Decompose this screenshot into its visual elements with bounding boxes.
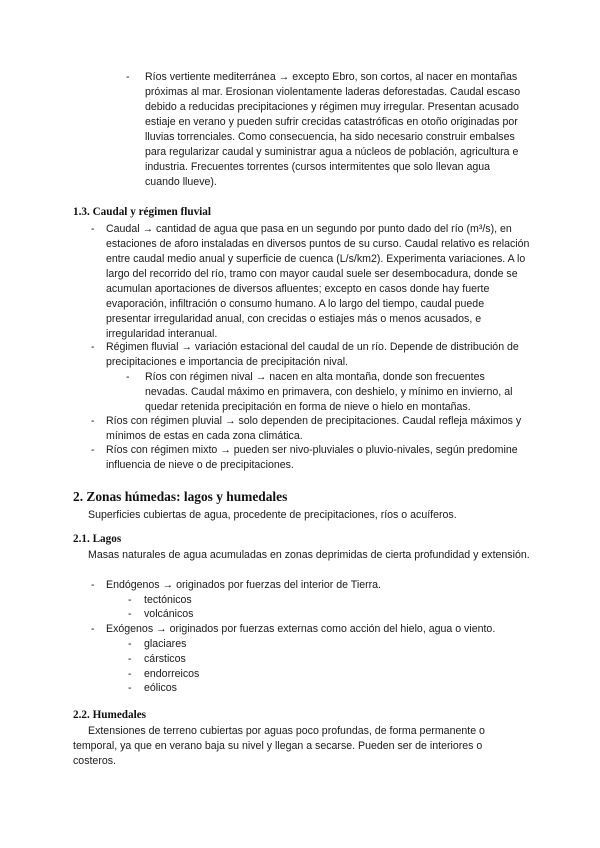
list-bullet: - xyxy=(91,623,95,635)
list-bullet: - xyxy=(128,668,132,680)
list-item-text: Ríos con régimen mixto → pueden ser nivo-pluviales o pluvio-nivales, según predomine influencia de nieve o de precipitaciones. xyxy=(106,444,518,471)
sub-list-item-text: volcánicos xyxy=(144,608,194,620)
list-bullet: - xyxy=(128,653,132,665)
list-item-text: Ríos vertiente mediterránea → excepto Ebro, son cortos, al nacer en montañas próximas al mar. Erosionan violentamente laderas deforestadas. Caudal escaso debido a reducidas precipitaciones y régimen muy irregular. Presentan acusado estiaje en verano y pueden sufrir crecidas catastróficas en otoño originadas por lluvias torrenciales. Como consecuencia, ha sido necesario construir embalses para regularizar caudal y suministrar agua a núcleos de población, agricultura e industria. Frecuentes torrentes (cursos intermitentes que solo llevan agua cuando llueve). xyxy=(145,71,521,188)
list-item-text: Endógenos → originados por fuerzas del interior de Tierra. xyxy=(106,579,382,591)
list-bullet: - xyxy=(91,341,95,353)
section-heading-2-2: 2.2. Humedales xyxy=(73,709,147,721)
section-2-2-text: Extensiones de terreno cubiertas por aguas poco profundas, de forma permanente o temporal, ya que en verano baja su nivel y llegan a secarse. Pueden ser de interiores o costeros. xyxy=(73,725,485,767)
list-item-text: Exógenos → originados por fuerzas externas como acción del hielo, agua o viento. xyxy=(106,623,496,635)
sub-list-item-text: eólicos xyxy=(144,682,177,694)
list-bullet: - xyxy=(91,579,95,591)
list-item-text: Ríos con régimen nival → nacen en alta montaña, donde son frecuentes nevadas. Caudal máximo en primavera, con deshielo, y mínimo en invierno, al quedar retenida precipitación en forma de nieve o hielo en montañas. xyxy=(145,371,513,413)
section-heading-2-1: 2.1. Lagos xyxy=(73,533,122,545)
sub-list-item-text: tectónicos xyxy=(144,594,192,606)
list-bullet: - xyxy=(126,371,130,383)
sub-list-item-text: endorreicos xyxy=(144,668,200,680)
list-bullet: - xyxy=(91,444,95,456)
section-2-intro: Superficies cubiertas de agua, procedente de precipitaciones, ríos o acuíferos. xyxy=(88,509,457,521)
list-bullet: - xyxy=(128,594,132,606)
list-bullet: - xyxy=(91,223,95,235)
section-2-1-intro: Masas naturales de agua acumuladas en zonas deprimidas de cierta profundidad y extensión. xyxy=(88,549,530,561)
sub-list-item-text: cársticos xyxy=(144,653,186,665)
list-bullet: - xyxy=(128,682,132,694)
list-bullet: - xyxy=(128,608,132,620)
section-heading-2: 2. Zonas húmedas: lagos y humedales xyxy=(73,489,288,504)
list-item-text: Ríos con régimen pluvial → solo dependen de precipitaciones. Caudal refleja máximos y mínimos de estas en cada zona climática. xyxy=(106,415,522,442)
list-bullet: - xyxy=(126,71,130,83)
list-item-text: Caudal → cantidad de agua que pasa en un segundo por punto dado del río (m³/s), en estaciones de aforo instaladas en diversos puntos de su curso. Caudal relativo es relación entre caudal medio anual y superficie de cuenca (L/s/km2). Experimenta variaciones. A lo largo del recorrido del río, tramo con mayor caudal suele ser desembocadura, donde se acumulan aportaciones de diversos afluentes; excepto en casos donde hay fuerte evaporación, infiltración o consumo humano. A lo largo del tiempo, caudal puede presentar irregularidad anual, con crecidas o estiajes más o menos acusados, e irregularidad interanual. xyxy=(106,223,530,340)
list-bullet: - xyxy=(128,638,132,650)
section-heading-1-3: 1.3. Caudal y régimen fluvial xyxy=(73,206,211,218)
sub-list-item-text: glaciares xyxy=(144,638,187,650)
list-item-text: Régimen fluvial → variación estacional del caudal de un río. Depende de distribución de precipitaciones e importancia de precipitación nival. xyxy=(106,341,519,368)
list-bullet: - xyxy=(91,415,95,427)
